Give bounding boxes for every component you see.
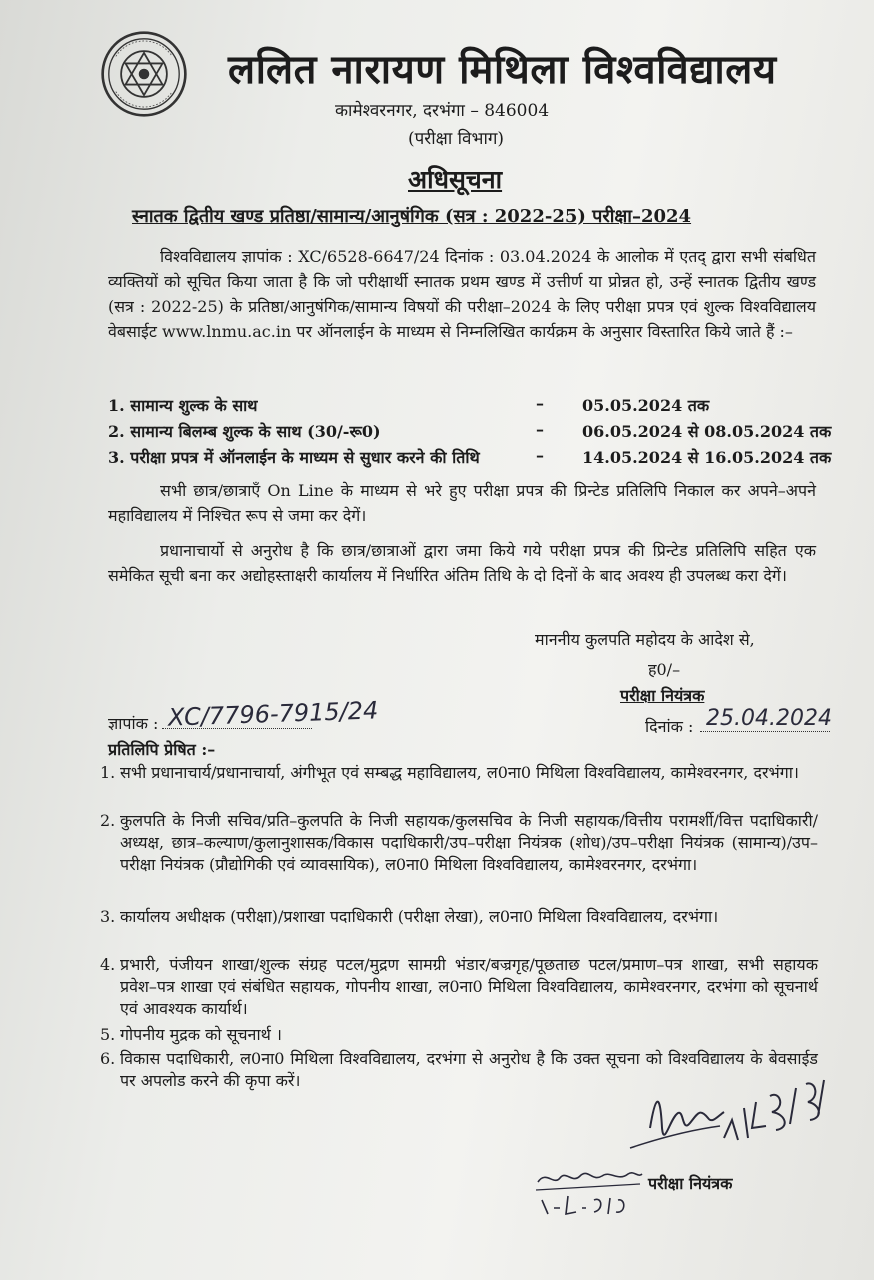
initials-signature-icon — [530, 1160, 645, 1220]
order-text: माननीय कुलपति महोदय के आदेश से, — [535, 630, 755, 649]
controller-designation: परीक्षा नियंत्रक — [620, 686, 705, 705]
date-dotted-line — [700, 731, 830, 732]
university-seal-icon — [100, 30, 188, 118]
schedule-date: 14.05.2024 से 16.05.2024 तक — [582, 448, 832, 467]
copy-to-item — [100, 954, 818, 1020]
copy-to-heading: प्रतिलिपि प्रेषित :– — [108, 740, 216, 759]
copy-to-text: सभी प्रधानाचार्य/प्रधानाचार्या, अंगीभूत एवं सम्बद्ध महाविद्यालय, ल0ना0 मिथिला विश्वविद्यालय, कामेश्वरनगर, दरभंगा। — [120, 763, 799, 782]
copy-to-number: 2. — [100, 811, 116, 830]
copy-to-item — [100, 1024, 818, 1046]
notice-paragraph-3: प्रधानाचार्यो से अनुरोध है कि छात्र/छात्राओं द्वारा जमा किये गये परीक्षा प्रपत्र की प्रिन्टेड प्रतिलिपि सहित एक समेकित सूची बना कर अद्योहस्ताक्षरी कार्यालय में निर्धारित अंतिम तिथि के दो दिनों के बाद अवश्य ही उपलब्ध करा देगें। — [108, 541, 816, 585]
schedule-label: 3. परीक्षा प्रपत्र में ऑनलाईन के माध्यम से सुधार करने की तिथि — [108, 448, 480, 467]
copy-to-text: विकास पदाधिकारी, ल0ना0 मिथिला विश्वविद्यालय, दरभंगा से अनुरोध है कि उक्त सूचना को विश्वविद्यालय के बेवसाईड पर अपलोड करने की कृपा करें। — [120, 1049, 818, 1090]
controller-signature-icon — [620, 1068, 840, 1178]
copy-to-number: 6. — [100, 1049, 116, 1068]
copy-to-item — [100, 762, 818, 784]
notice-title: अधिसूचना — [408, 165, 503, 194]
copy-to-number: 4. — [100, 955, 116, 974]
copy-to-text: कुलपति के निजी सचिव/प्रति–कुलपति के निजी सहायक/कुलसचिव के निजी सहायक/वित्तीय परामर्शी/वित्त पदाधिकारी/अध्यक्ष, छात्र–कल्याण/कुलानुशासक/विकास पदाधिकारी/उप–परीक्षा नियंत्रक (शोध)/उप–परीक्षा नियंत्रक (सामान्य)/उप–परीक्षा नियंत्रक (प्रौद्योगिकी एवं व्यावसायिक), ल0ना0 मिथिला विश्वविद्यालय, कामेश्वरनगर, दरभंगा। — [120, 811, 818, 874]
schedule-item — [108, 446, 832, 470]
signed-mark: ह0/– — [648, 660, 681, 679]
notice-paragraph-1: विश्वविद्यालय ज्ञापांक : XC/6528-6647/24 दिनांक : 03.04.2024 के आलोक में एतद् द्वारा सभी संबधित व्यक्तियों को सूचित किया जाता है कि जो परीक्षार्थी स्नातक प्रथम खण्ड में उत्तीर्ण या प्रोन्नत हो, उन्हें स्नातक द्वितीय खण्ड (सत्र : 2022-25) के प्रतिष्ठा/आनुषंगिक/सामान्य विषयों की परीक्षा–2024 के लिए परीक्षा प्रपत्र एवं शुल्क विश्वविद्यालय वेबसाईट www.lnmu.ac.in पर ऑनलाईन के माध्यम से निम्नलिखित कार्यक्रम के अनुसार विस्तारित किये जाते हैं :– — [108, 247, 816, 341]
university-address: कामेश्वरनगर, दरभंगा – 846004 — [335, 101, 550, 121]
date-label: दिनांक : — [645, 717, 694, 736]
schedule-dash: – — [536, 394, 544, 413]
copy-to-number: 1. — [100, 763, 116, 782]
department-name: (परीक्षा विभाग) — [408, 129, 505, 149]
footer-designation: परीक्षा नियंत्रक — [648, 1174, 733, 1193]
copy-to-text: कार्यालय अधीक्षक (परीक्षा)/प्रशाखा पदाधिकारी (परीक्षा लेखा), ल0ना0 मिथिला विश्वविद्यालय, दरभंगा। — [120, 907, 719, 926]
schedule-dash: – — [536, 446, 544, 465]
schedule-label: 1. सामान्य शुल्क के साथ — [108, 396, 258, 415]
university-name: ललित नारायण मिथिला विश्वविद्यालय — [228, 46, 777, 93]
notice-paragraph-2: सभी छात्र/छात्राएँ On Line के माध्यम से भरे हुए परीक्षा प्रपत्र की प्रिन्टेड प्रतिलिपि निकाल कर अपने–अपने महाविद्यालय में निश्चित रूप से जमा कर देगें। — [108, 481, 816, 525]
copy-to-number: 3. — [100, 907, 116, 926]
copy-to-text: गोपनीय मुद्रक को सूचनार्थ । — [120, 1025, 282, 1044]
schedule-item — [108, 420, 832, 444]
schedule-item — [108, 394, 828, 418]
copy-to-text: प्रभारी, पंजीयन शाखा/शुल्क संग्रह पटल/मुद्रण सामग्री भंडार/बज्रगृह/पूछताछ पटल/प्रमाण–पत्र शाखा, सभी सहायक प्रवेश–पत्र शाखा एवं संबंधित सहायक, गोपनीय शाखा, ल0ना0 मिथिला विश्वविद्यालय, कामेश्वरनगर, दरभंगा को सूचनार्थ एवं आवश्यक कार्यार्थ। — [120, 955, 818, 1018]
copy-to-item — [100, 810, 818, 876]
memo-number-handwritten: XC/7796-7915/24 — [167, 696, 379, 732]
memo-label: ज्ञापांक : — [108, 714, 159, 733]
copy-to-item — [100, 906, 818, 928]
copy-to-number: 5. — [100, 1025, 116, 1044]
date-handwritten: 25.04.2024 — [706, 706, 832, 731]
schedule-label: 2. सामान्य बिलम्ब शुल्क के साथ (30/-रू0) — [108, 422, 381, 441]
schedule-dash: – — [536, 420, 544, 439]
notice-subject: स्नातक द्वितीय खण्ड प्रतिष्ठा/सामान्य/आनुषंगिक (सत्र : 2022-25) परीक्षा–2024 — [132, 206, 692, 227]
schedule-date: 06.05.2024 से 08.05.2024 तक — [582, 422, 832, 441]
schedule-date: 05.05.2024 तक — [582, 396, 710, 415]
